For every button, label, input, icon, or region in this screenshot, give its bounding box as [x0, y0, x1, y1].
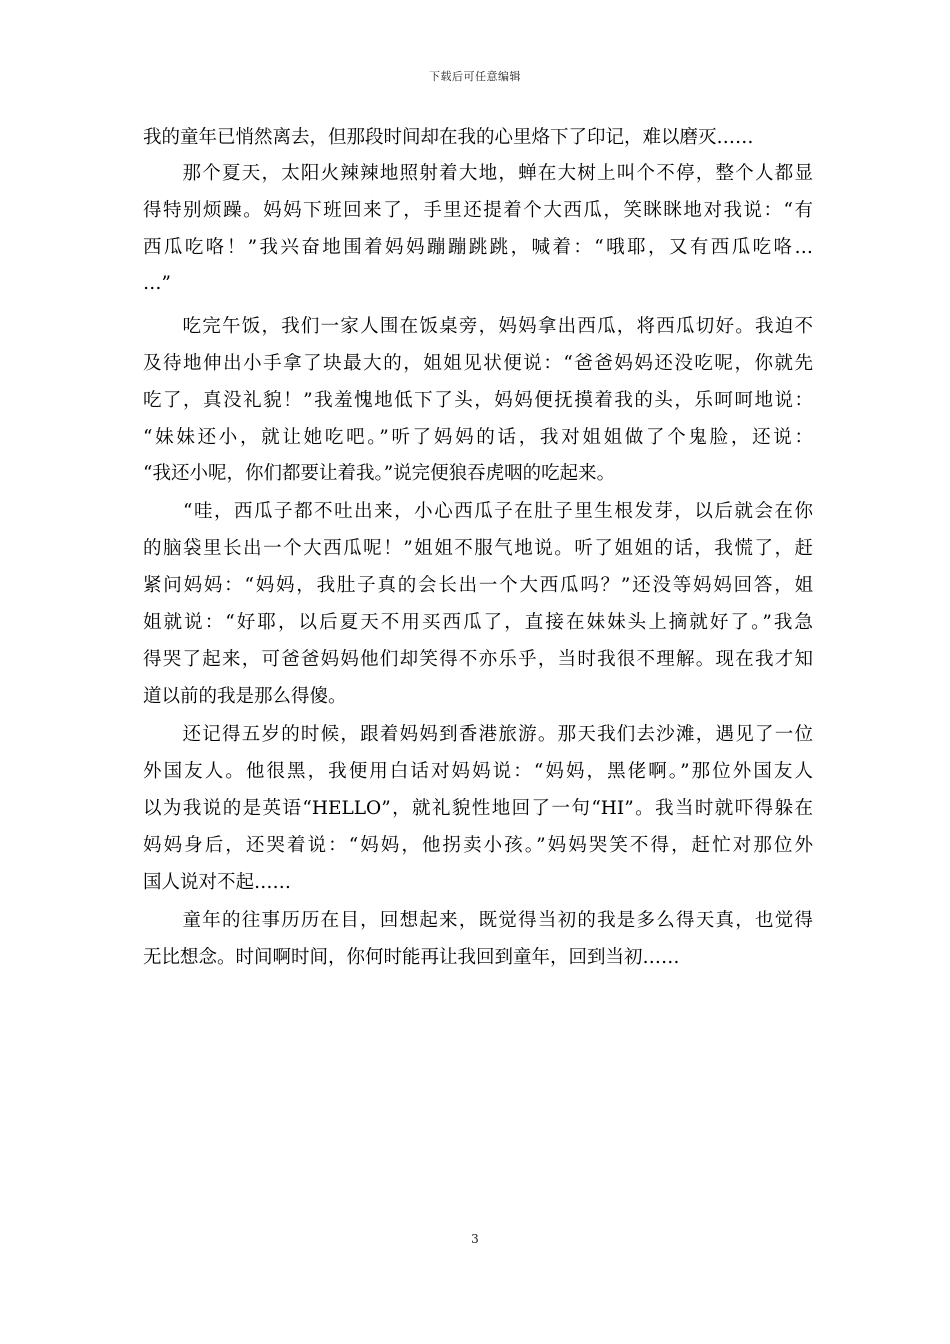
paragraph-line: 国人说对不起……: [143, 872, 292, 893]
page-number: 3: [471, 1232, 479, 1246]
paragraph-line: 还记得五岁的时候，跟着妈妈到香港旅游。那天我们去沙滩，遇见了一位: [143, 724, 813, 745]
paragraph-line: “哇，西瓜子都不吐出来，小心西瓜子在肚子里生根发芽，以后就会在你: [143, 501, 813, 522]
paragraph-line: 童年的往事历历在目，回想起来，既觉得当初的我是多么得天真，也觉得: [143, 910, 813, 931]
paragraph-line: 外国友人。他很黑，我便用白话对妈妈说：“妈妈，黑佬啊。”那位外国友人: [143, 761, 813, 782]
paragraph-line: 我的童年已悄然离去，但那段时间却在我的心里烙下了印记，难以磨灭……: [143, 127, 754, 148]
page-header: 下载后可任意编辑: [429, 70, 521, 83]
paragraph-line: 的脑袋里长出一个大西瓜呢！”姐姐不服气地说。听了姐姐的话，我慌了，赶: [143, 538, 813, 559]
paragraph-line: “妹妹还小，就让她吃吧。”听了妈妈的话，我对姐姐做了个鬼脸，还说：: [143, 427, 813, 448]
paragraph-line: 妈妈身后，还哭着说：“妈妈，他拐卖小孩。”妈妈哭笑不得，赶忙对那位外: [143, 835, 813, 856]
paragraph-line: 那个夏天，太阳火辣辣地照射着大地，蝉在大树上叫个不停，整个人都显: [143, 163, 813, 184]
paragraph-line: 吃了，真没礼貌！”我羞愧地低下了头，妈妈便抚摸着我的头，乐呵呵地说：: [143, 390, 813, 411]
paragraph-line: …”: [143, 273, 171, 294]
paragraph-line: 得哭了起来，可爸爸妈妈他们却笑得不亦乐乎，当时我很不理解。现在我才知: [143, 649, 813, 670]
paragraph-line: 吃完午饭，我们一家人围在饭桌旁，妈妈拿出西瓜，将西瓜切好。我迫不: [143, 316, 813, 337]
paragraph-line: 姐就说：“好耶，以后夏天不用买西瓜了，直接在妹妹头上摘就好了。”我急: [143, 612, 813, 633]
paragraph-line: 得特别烦躁。妈妈下班回来了，手里还提着个大西瓜，笑眯眯地对我说：“有: [143, 200, 813, 221]
paragraph-line: 以为我说的是英语“HELLO”，就礼貌性地回了一句“HI”。我当时就吓得躲在: [143, 798, 813, 819]
paragraph-line: “我还小呢，你们都要让着我。”说完便狼吞虎咽的吃起来。: [143, 463, 616, 484]
paragraph-line: 无比想念。时间啊时间，你何时能再让我回到童年，回到当初……: [143, 947, 680, 968]
paragraph-line: 紧问妈妈：“妈妈，我肚子真的会长出一个大西瓜吗？”还没等妈妈回答，姐: [143, 575, 813, 596]
paragraph-line: 及待地伸出小手拿了块最大的，姐姐见状便说：“爸爸妈妈还没吃呢，你就先: [143, 353, 813, 374]
paragraph-line: 西瓜吃咯！”我兴奋地围着妈妈蹦蹦跳跳，喊着：“哦耶，又有西瓜吃咯…: [143, 237, 813, 258]
paragraph-line: 道以前的我是那么得傻。: [143, 686, 347, 707]
